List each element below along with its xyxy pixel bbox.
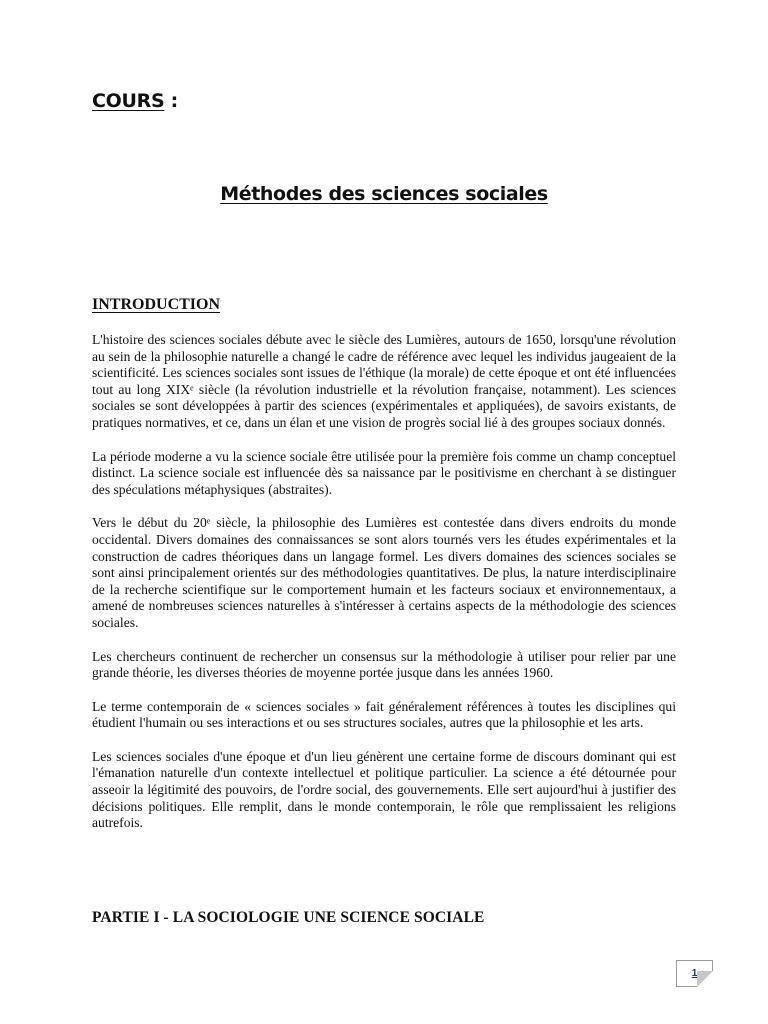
paragraph: Vers le début du 20ᵉ siècle, la philosophie des Lumières est contestée dans divers endroits du monde occidental. Divers domaines des connaissances se sont alors tournés vers les études expérimentales et la construction de cadres théoriques dans un langage formel. Les divers domaines des sciences sociales se sont ainsi principalement orientés sur des méthodologies quantitatives. De plus, la nature interdisciplinaire de la recherche scientifique sur le comportement humain et les facteurs sociaux et environnementaux, a amené de nombreuses sciences naturelles à s'intéresser à certains aspects de la méthodologie des sciences sociales. (92, 515, 676, 630)
cours-header (92, 90, 178, 112)
document-title-text: Méthodes des sciences sociales (220, 183, 548, 205)
cours-label: COURS (92, 90, 165, 112)
cours-suffix: : (164, 90, 178, 112)
page-corner-fold-icon (697, 971, 713, 987)
introduction-body (92, 332, 676, 849)
paragraph: Les chercheurs continuent de rechercher un consensus sur la méthodologie à utiliser pour relier par une grande théorie, les diverses théories de moyenne portée jusque dans les années 1960. (92, 648, 676, 681)
page-number-badge (676, 960, 713, 987)
section-heading-partie-1: PARTIE I - LA SOCIOLOGIE UNE SCIENCE SOCIALE (92, 909, 485, 926)
document-title (0, 183, 768, 205)
page-number: 1 (691, 968, 698, 979)
introduction-heading: INTRODUCTION (92, 296, 221, 313)
paragraph: Le terme contemporain de « sciences sociales » fait généralement références à toutes les disciplines qui étudient l'humain ou ses interactions et ou ses structures sociales, autres que la philosophie et les arts. (92, 698, 676, 731)
paragraph: L'histoire des sciences sociales débute avec le siècle des Lumières, autours de 1650, lorsqu'une révolution au sein de la philosophie naturelle a changé le cadre de référence avec lequel les individus jaugeaient de la scientificité. Les sciences sociales sont issues de l'éthique (la morale) de cette époque et ont été influencées tout au long XIXᵉ siècle (la révolution industrielle et la révolution française, notamment). Les sciences sociales se sont développées à partir des sciences (expérimentales et appliquées), de savoirs existants, de pratiques normatives, et ce, dans un élan et une vision de progrès social lié à des groupes sociaux donnés. (92, 332, 676, 430)
paragraph: La période moderne a vu la science sociale être utilisée pour la première fois comme un champ conceptuel distinct. La science sociale est influencée dès sa naissance par le positivisme en cherchant à se distinguer des spéculations métaphysiques (abstraites). (92, 448, 676, 497)
paragraph: Les sciences sociales d'une époque et d'un lieu génèrent une certaine forme de discours dominant qui est l'émanation naturelle d'un contexte intellectuel et politique particulier. La science a été détournée pour asseoir la légitimité des pouvoirs, de l'ordre social, des gouvernements. Elle sert aujourd'hui à justifier des décisions politiques. Elle remplit, dans le monde contemporain, le rôle que remplissaient les religions autrefois. (92, 748, 676, 831)
